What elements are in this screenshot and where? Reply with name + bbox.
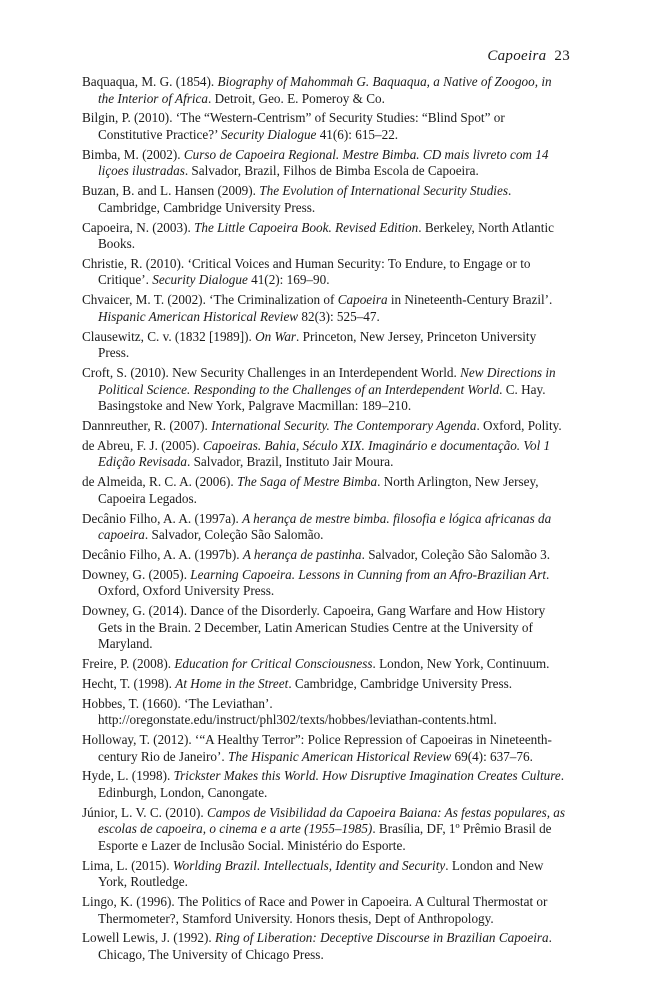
reference-entry: [82, 768, 570, 801]
reference-text: Júnior, L. V. C. (2010).: [82, 804, 208, 820]
reference-entry: [82, 147, 570, 180]
reference-entry: [82, 329, 570, 362]
reference-text: . Berkeley, North Atlantic Books.: [98, 219, 554, 252]
reference-italic-title: Security Dialogue: [220, 126, 317, 142]
reference-entry: [82, 365, 570, 415]
reference-italic-title: Hispanic American Historical Review: [98, 308, 299, 324]
reference-text: . Princeton, New Jersey, Princeton University Press.: [98, 328, 537, 361]
reference-italic-title: At Home in the Street: [175, 675, 289, 691]
reference-italic-title: The Hispanic American Historical Review: [228, 748, 452, 764]
reference-text: Holloway, T. (2012). ‘“A Healthy Terror”: Police Repression of Capoeiras in Nineteenth-century Rio de Janeiro’.: [82, 731, 552, 764]
reference-text: Baquaqua, M. G. (1854).: [82, 74, 218, 89]
running-title: Capoeira: [487, 48, 547, 64]
reference-text: Lowell Lewis, J. (1992).: [82, 930, 215, 946]
reference-text: Christie, R. (2010). ‘Critical Voices and Human Security: To Endure, to Engage or to Critique’.: [82, 255, 531, 288]
reference-text: 82(3): 525–47.: [298, 308, 380, 324]
reference-entry: [82, 474, 570, 507]
reference-italic-title: Trickster Makes this World. How Disruptive Imagination Creates Culture: [173, 768, 561, 784]
reference-text: Chvaicer, M. T. (2002). ‘The Criminalization of: [82, 292, 338, 308]
reference-entry: [82, 74, 570, 107]
reference-text: . Edinburgh, London, Canongate.: [98, 768, 565, 800]
reference-italic-title: Security Dialogue: [152, 272, 248, 288]
reference-text: Lingo, K. (1996). The Politics of Race and Power in Capoeira. A Cultural Thermostat or Thermometer?, Stamford University. Honors thesis, Dept of Anthropology.: [82, 894, 548, 926]
reference-entry: [82, 858, 570, 891]
reference-text: . London and New York, Routledge.: [98, 857, 544, 890]
reference-text: Croft, S. (2010). New Security Challenges in an Interdependent World.: [82, 365, 461, 380]
reference-text: . Chicago, The University of Chicago Press.: [98, 930, 552, 962]
reference-italic-title: Curso de Capoeira Regional. Mestre Bimba. CD mais livreto com 14 liçoes ilustradas: [98, 146, 549, 179]
reference-entry: [82, 930, 570, 963]
reference-entry: [82, 438, 570, 471]
reference-italic-title: A herança de mestre bimba. filosofia e lógica africanas da capoeira: [98, 510, 552, 543]
reference-italic-title: On War: [255, 328, 297, 344]
reference-entry: [82, 894, 570, 927]
reference-text: . Detroit, Geo. E. Pomeroy & Co.: [208, 90, 385, 106]
reference-italic-title: New Directions in Political Science. Responding to the Challenges of an Interdependent World: [98, 365, 556, 397]
reference-entry: [82, 567, 570, 600]
reference-italic-title: Capoeiras. Bahia, Século XIX. Imaginário e documentação. Vol 1 Edição Revisada: [98, 437, 551, 470]
reference-italic-title: International Security. The Contemporary Agenda: [211, 417, 477, 433]
reference-entry: [82, 603, 570, 653]
reference-italic-title: The Saga of Mestre Bimba: [236, 474, 378, 490]
reference-text: Buzan, B. and L. Hansen (2009).: [82, 183, 260, 199]
reference-entry: [82, 110, 570, 143]
running-header: [487, 48, 570, 65]
reference-text: 69(4): 637–76.: [451, 748, 533, 764]
reference-text: Downey, G. (2005).: [82, 566, 191, 582]
reference-text: . Salvador, Brazil, Filhos de Bimba Escola de Capoeira.: [184, 163, 479, 179]
reference-entry: [82, 511, 570, 544]
reference-entry: [82, 676, 570, 693]
reference-italic-title: Learning Capoeira. Lessons in Cunning from an Afro-Brazilian Art: [190, 566, 547, 582]
reference-text: Clausewitz, C. v. (1832 [1989]).: [82, 328, 256, 344]
reference-text: de Abreu, F. J. (2005).: [82, 437, 203, 453]
reference-italic-title: A herança de pastinha: [242, 546, 362, 562]
reference-text: Bimba, M. (2002).: [82, 146, 184, 162]
reference-italic-title: Education for Critical Consciousness: [174, 656, 373, 671]
reference-entry: [82, 220, 570, 253]
reference-italic-title: Biography of Mahommah G. Baquaqua, a Native of Zoogoo, in the Interior of Africa: [98, 74, 552, 106]
reference-entry: [82, 292, 570, 325]
reference-text: Bilgin, P. (2010). ‘The “Western-Centrism” of Security Studies: “Blind Spot” or Constitutive Practice?’: [82, 110, 505, 142]
reference-text: . Oxford, Oxford University Press.: [98, 566, 550, 599]
reference-entry: [82, 183, 570, 216]
reference-text: . Cambridge, Cambridge University Press.: [98, 183, 512, 215]
reference-text: Lima, L. (2015).: [82, 857, 173, 873]
reference-text: Hyde, L. (1998).: [82, 768, 174, 784]
reference-text: Hecht, T. (1998).: [82, 675, 176, 691]
reference-text: . C. Hay. Basingstoke and New York, Palgrave Macmillan: 189–210.: [98, 381, 546, 414]
reference-text: . London, New York, Continuum.: [372, 656, 550, 671]
reference-italic-title: Campos de Visibilidad da Capoeira Baiana: As festas populares, as escolas de capoeira, o cinema e a arte (1955–1985): [98, 804, 566, 837]
reference-text: . Cambridge, Cambridge University Press.: [288, 675, 513, 691]
reference-italic-title: Ring of Liberation: Deceptive Discourse in Brazilian Capoeira: [214, 930, 549, 946]
reference-text: . Oxford, Polity.: [476, 417, 562, 433]
reference-entry: [82, 805, 570, 855]
reference-italic-title: Worlding Brazil. Intellectuals, Identity and Security: [172, 857, 446, 873]
reference-text: 41(6): 615–22.: [316, 126, 399, 142]
reference-text: Downey, G. (2014). Dance of the Disorderly. Capoeira, Gang Warfare and How History Gets in the Brain. 2 December, Latin American Studies Centre at the University of Maryland.: [82, 603, 546, 652]
reference-text: Capoeira, N. (2003).: [82, 219, 195, 235]
reference-text: Dannreuther, R. (2007).: [82, 417, 212, 433]
reference-text: 41(2): 169–90.: [247, 272, 330, 288]
reference-entry: [82, 732, 570, 765]
reference-italic-title: The Evolution of International Security Studies: [259, 183, 508, 199]
reference-text: Hobbes, T. (1660). ‘The Leviathan’. http://oregonstate.edu/instruct/phl302/texts/hobbes/leviathan-contents.html.: [82, 695, 497, 728]
reference-text: . Salvador, Brazil, Instituto Jair Moura.: [187, 454, 394, 470]
reference-italic-title: Capoeira: [337, 292, 388, 308]
reference-entry: [82, 256, 570, 289]
reference-text: Decânio Filho, A. A. (1997a).: [82, 510, 243, 526]
reference-text: Freire, P. (2008).: [82, 656, 175, 671]
reference-italic-title: The Little Capoeira Book. Revised Edition: [194, 219, 419, 235]
reference-text: de Almeida, R. C. A. (2006).: [82, 474, 237, 490]
reference-text: . Salvador, Coleção São Salomão.: [144, 527, 324, 543]
reference-text: . North Arlington, New Jersey, Capoeira Legados.: [98, 474, 539, 506]
reference-text: in Nineteenth-Century Brazil’.: [387, 292, 553, 308]
reference-entry: [82, 547, 570, 564]
reference-entry: [82, 418, 570, 435]
reference-entry: [82, 696, 570, 729]
page-number: 23: [554, 48, 570, 64]
reference-text: Decânio Filho, A. A. (1997b).: [82, 546, 243, 562]
reference-entry: [82, 656, 570, 673]
reference-list: [82, 74, 570, 967]
reference-text: . Salvador, Coleção São Salomão 3.: [361, 546, 551, 562]
reference-text: . Brasília, DF, 1º Prêmio Brasil de Esporte e Lazer de Inclusão Social. Ministério do Esporte.: [98, 821, 552, 853]
